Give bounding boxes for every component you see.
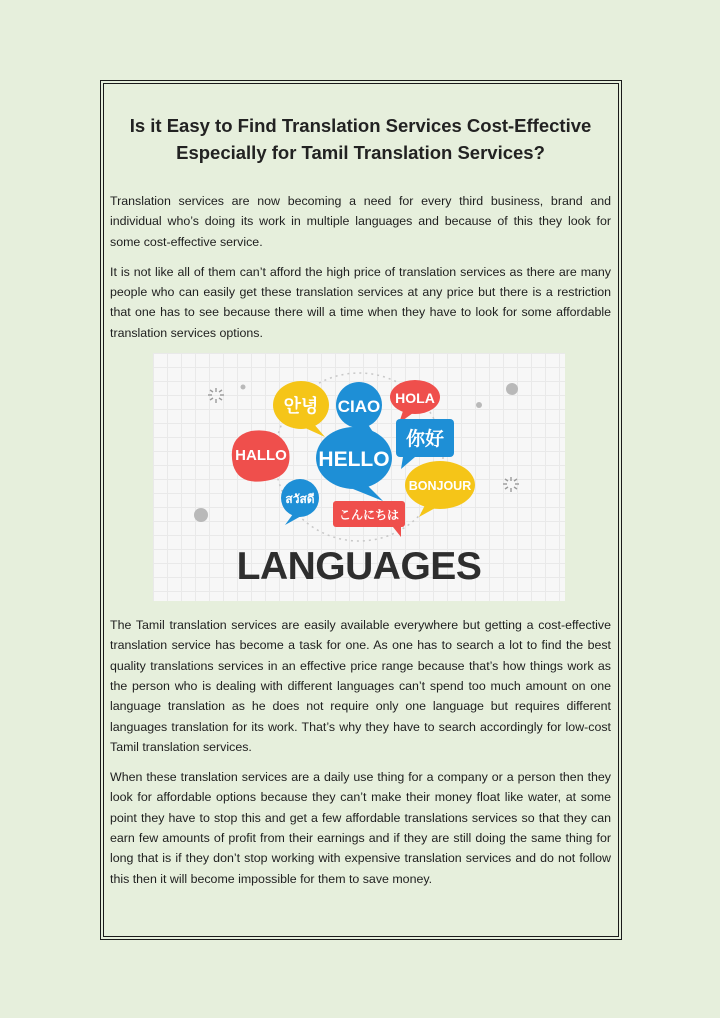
bubble-text-bonjour: BONJOUR <box>408 479 472 494</box>
bubble-text-japanese: こんにちは <box>338 508 400 523</box>
bubble-hallo <box>232 431 290 482</box>
languages-illustration <box>153 353 565 601</box>
decor-dot <box>506 383 518 395</box>
bubble-ciao <box>336 382 382 435</box>
decor-dot <box>241 385 246 390</box>
decor-dot <box>194 508 208 522</box>
bubble-text-hola: HOLA <box>395 390 435 407</box>
illustration-canvas <box>153 353 565 601</box>
bubble-text-hello: HELLO <box>318 448 390 472</box>
bubble-korean <box>273 381 329 437</box>
document-title <box>110 112 611 166</box>
bubble-text-chinese: 你好 <box>405 429 445 451</box>
bubble-text-korean: 안녕 <box>283 396 319 417</box>
sparkle-icon <box>503 477 519 492</box>
paragraph-1: Translation services are now becoming a need for every third business, brand and individual who’s doing its work in multiple languages and because of this they look for some cost-effective service. <box>110 194 611 249</box>
sparkle-icon <box>208 388 224 403</box>
title-line-1: Is it Easy to Find Translation Services Cost-Effective <box>129 115 592 136</box>
bubble-hello <box>316 427 392 501</box>
paragraph-2: It is not like all of them can’t afford the high price of translation services as there are many people who can easily get these translation services at any price but there is a restriction that one has to see because there will a time when they have to look for some affordable translation services options. <box>110 264 611 340</box>
bubble-bonjour <box>405 461 475 517</box>
bubble-hola <box>390 380 440 423</box>
languages-caption: LANGUAGES <box>236 545 482 589</box>
bubble-text-ciao: CIAO <box>337 397 381 417</box>
bubble-japanese <box>333 501 405 537</box>
decor-dot <box>476 402 482 408</box>
bubble-text-hallo: HALLO <box>235 447 287 465</box>
paragraph-3: The Tamil translation services are easily available everywhere but getting a cost-effective translation service has become a task for one. As one has to search a lot to find the best quality translations services in an effective price range because that’s how things work as the person who is dealing with different languages can’t spend too much amount on one language translation as he does not require only one language but requires different languages translation for its work. That’s why they have to search accordingly for low-cost Tamil translation services. <box>110 618 611 754</box>
paragraph-4: When these translation services are a daily use thing for a company or a person then they look for affordable options because they can’t make their money float like water, at some point they have to stop this and get a few affordable translations services so that they can earn few amounts of profit from their earnings and if they are still doing the same thing for long that is if they don’t stop working with expensive translation services and do not follow this then it will become impossible for them to save money. <box>110 770 611 886</box>
document-body <box>110 112 611 899</box>
bubble-text-thai: สวัสดี <box>285 492 315 507</box>
title-line-2: Especially for Tamil Translation Services? <box>176 142 545 163</box>
bubble-thai <box>281 479 319 525</box>
